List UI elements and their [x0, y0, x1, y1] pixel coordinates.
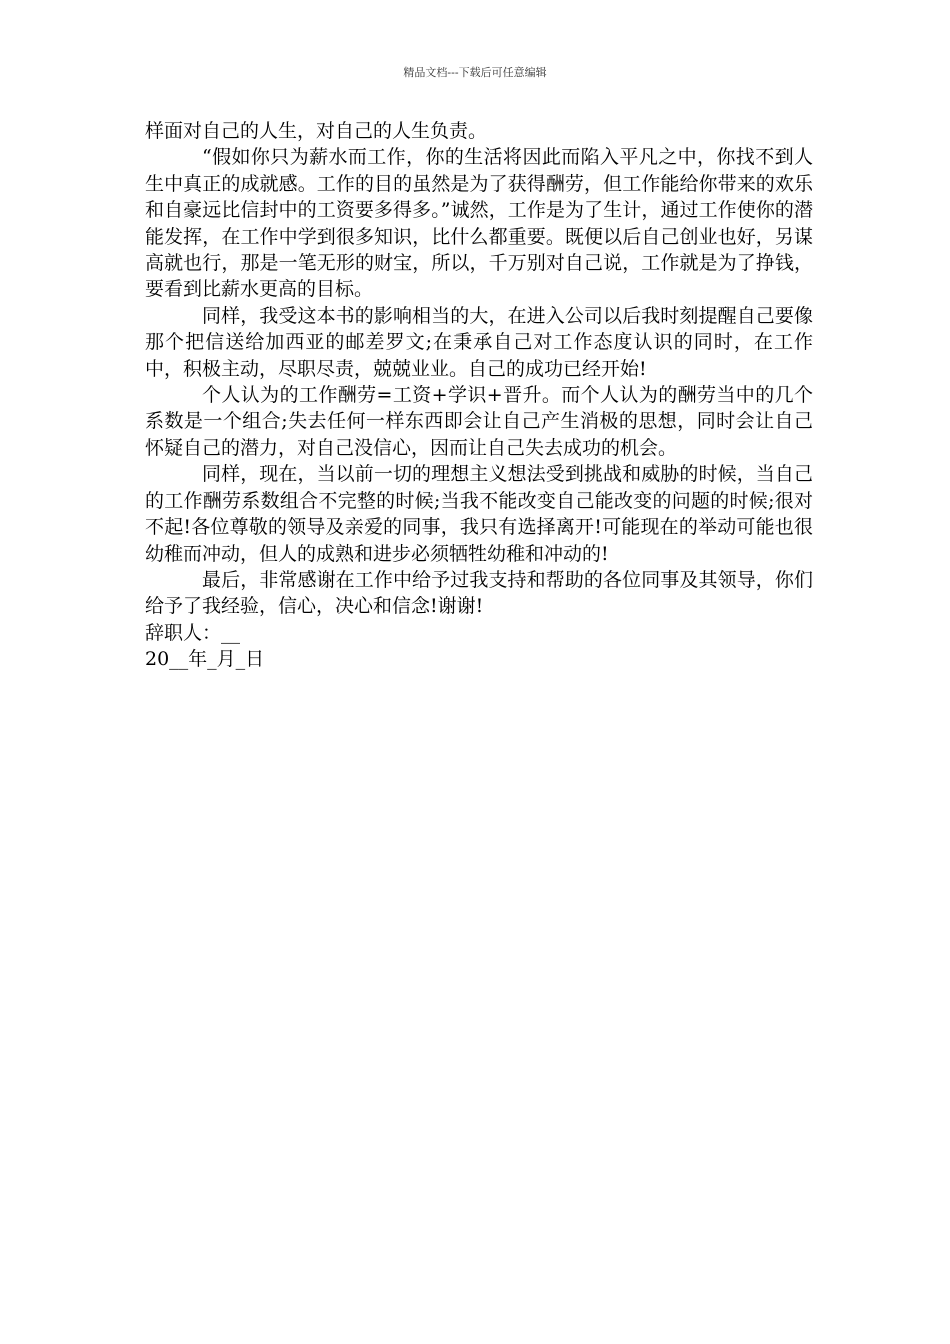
paragraph-book-influence: 同样，我受这本书的影响相当的大，在进入公司以后我时刻提醒自己要像那个把信送给加西亚的邮差罗文;在秉承自己对工作态度认识的同时，在工作中，积极主动，尽职尽责，兢兢业业。自己的成功已经开始!	[145, 304, 813, 380]
paragraph-opening-fragment: 样面对自己的人生，对自己的人生负责。	[145, 120, 488, 142]
paragraph-thanks: 最后，非常感谢在工作中给予过我支持和帮助的各位同事及其领导，你们给予了我经验，信心，决心和信念!谢谢!	[145, 568, 813, 618]
signer-line: 辞职人：__	[145, 621, 241, 644]
paragraph-salary-quote: “假如你只为薪水而工作，你的生活将因此而陷入平凡之中，你找不到人生中真正的成就感。工作的目的虽然是为了获得酬劳，但工作能给你带来的欢乐和自豪远比信封中的工资要多得多。”诚然，工作是为了生计，通过工作使你的潜能发挥，在工作中学到很多知识，比什么都重要。既便以后自己创业也好，另谋高就也行，那是一笔无形的财宝，所以，千万别对自己说，工作就是为了挣钱，要看到比薪水更高的目标。	[145, 146, 813, 301]
document-body	[145, 118, 813, 673]
date-line: 20__年_月_日	[145, 648, 265, 671]
paragraph-work-reward: 个人认为的工作酬劳=工资+学识+晋升。而个人认为的酬劳当中的几个系数是一个组合;失去任何一样东西即会让自己产生消极的思想，同时会让自己怀疑自己的潜力，对自己没信心，因而让自己失去成功的机会。	[145, 384, 813, 459]
page-header: 精品文档---下载后可任意编辑	[403, 66, 547, 79]
paragraph-reason-for-leaving: 同样，现在，当以前一切的理想主义想法受到挑战和威胁的时候，当自己的工作酬劳系数组合不完整的时候;当我不能改变自己能改变的问题的时候;很对不起!各位尊敬的领导及亲爱的同事，我只有选择离开!可能现在的举动可能也很幼稚而冲动，但人的成熟和进步必须牺牲幼稚和冲动的!	[145, 463, 813, 565]
